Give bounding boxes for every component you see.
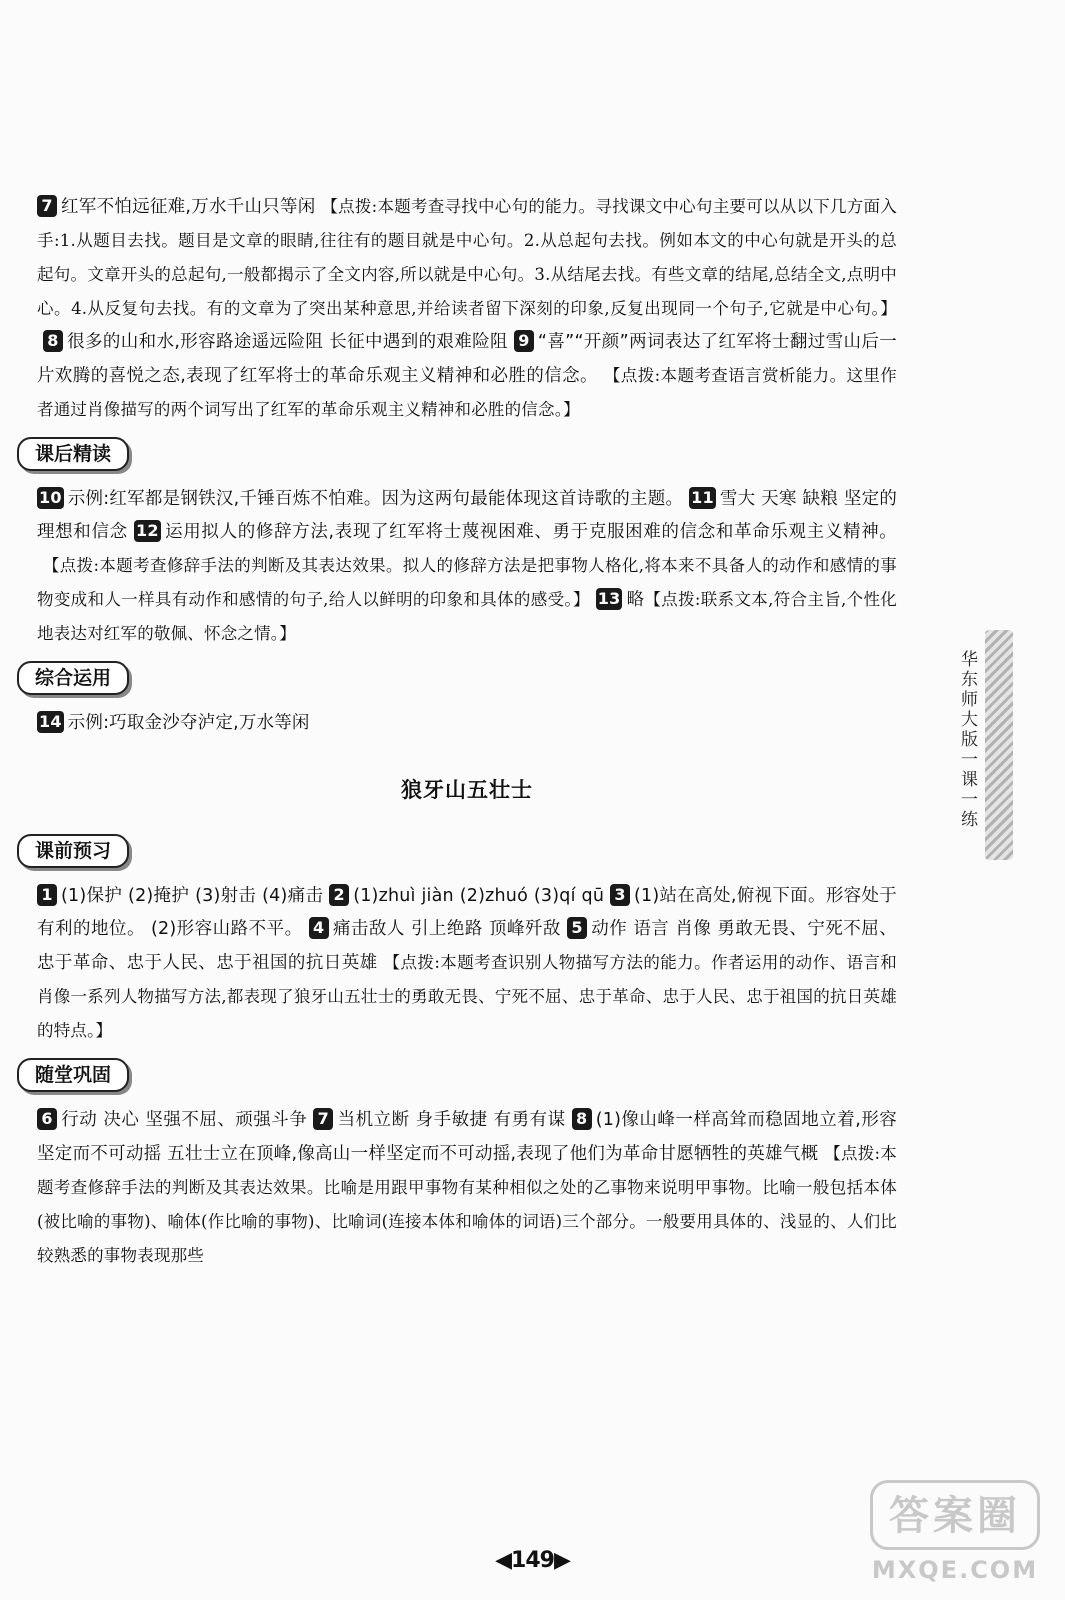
answer-text: 动作 语言 肖像 勇敢无畏、宁死不屈、忠于革命、忠于人民、忠于祖国的抗日英雄 <box>37 919 897 973</box>
hint-text: 【点拨:本题考查识别人物描写方法的能力。作者运用的动作、语言和肖像一系列人物描写方法,都表现了狼牙山五壮士的勇敢无畏、宁死不屈、忠于革命、忠于人民、忠于祖国的抗日英雄的特点。】 <box>37 953 897 1040</box>
question-number: 11 <box>691 488 714 507</box>
answer-block-kehou <box>37 483 897 651</box>
question-number: 2 <box>329 884 349 906</box>
question-number: 8 <box>43 330 63 352</box>
question-number: 3 <box>610 884 630 906</box>
answer-text: (1)保护 (2)掩护 (3)射击 (4)痛击 <box>61 886 324 906</box>
answer-text: (1)像山峰一样高耸而稳固地立着,形容坚定而不可动摇 五壮士立在顶峰,像高山一样坚定而不可动摇,表现了他们为革命甘愿牺牲的英雄气概 <box>37 1110 898 1164</box>
answer-block-suitang <box>37 1104 897 1273</box>
hint-text: 【点拨:本题考查修辞手法的判断及其表达效果。比喻是用跟甲事物有某种相似之处的乙事物来说明甲事物。比喻一般包括本体(被比喻的事物)、喻体(作比喻的事物)、比喻词(连接本体和喻体的词语)三个部分。一般要用具体的、浅显的、人们比较熟悉的事物表现那些 <box>37 1144 898 1265</box>
hint-text: 【点拨:联系文本,符合主旨,个性化地表达对红军的敬佩、怀念之情。】 <box>37 590 898 643</box>
page-content <box>37 190 897 1273</box>
answer-text: 行动 决心 坚强不屈、顽强斗争 <box>61 1110 308 1130</box>
answer-text: 示例:巧取金沙夺泸定,万水等闲 <box>67 713 310 733</box>
side-label-text: 华东师大版一课一练 <box>957 650 977 830</box>
answer-text: 红军不怕远征难,万水千山只等闲 <box>61 197 316 217</box>
answer-block-keqian <box>37 880 897 1048</box>
section-tag-keqian: 课前预习 <box>17 834 129 868</box>
section-tag-kehou: 课后精读 <box>17 437 129 471</box>
question-number: 8 <box>572 1108 592 1130</box>
question-number: 7 <box>37 195 57 217</box>
side-stamp-pattern <box>985 630 1013 860</box>
answer-text: (1)zhuì jiàn (2)zhuó (3)qí qū <box>353 886 605 906</box>
answer-block-zonghe <box>37 707 897 740</box>
hint-text: 【点拨:本题考查寻找中心句的能力。寻找课文中心句主要可以从以下几方面入手:1.从题目去找。题目是文章的眼睛,往往有的题目就是中心句。2.从总起句去找。例如本文的中心句就是开头的总起句。文章开头的总起句,一般都揭示了全文内容,所以就是中心句。3.从结尾去找。有些文章的结尾,总结全文,点明中心。4.从反复句去找。有的文章为了突出某种意思,并给读者留下深刻的印象,反复出现同一个句子,它就是中心句。】 <box>37 197 898 318</box>
section-tag-suitang: 随堂巩固 <box>17 1058 129 1092</box>
question-number: 10 <box>39 488 62 507</box>
section-tag-zonghe: 综合运用 <box>17 661 129 695</box>
question-number: 1 <box>37 884 57 906</box>
watermark-logo: 答案圈 <box>870 1480 1040 1550</box>
answer-text: 当机立断 身手敏捷 有勇有谋 <box>337 1110 566 1130</box>
question-number: 12 <box>135 521 159 540</box>
answer-text: 痛击敌人 引上绝路 顶峰歼敌 <box>332 919 561 939</box>
lesson-title: 狼牙山五壮士 <box>401 778 533 802</box>
page-number: ◀149▶ <box>495 1548 570 1573</box>
question-number: 7 <box>313 1108 333 1130</box>
answer-text: 雪大 天寒 缺粮 坚定的理想和信念 <box>37 489 898 542</box>
side-label <box>940 630 1030 860</box>
answer-text: 示例:红军都是钢铁汉,千锤百炼不怕难。因为这两句最能体现这首诗歌的主题。 <box>67 489 684 509</box>
question-number: 13 <box>597 589 621 608</box>
question-number: 4 <box>309 917 329 939</box>
watermark <box>870 1480 1040 1590</box>
answer-text: 很多的山和水,形容路途遥远险阻 长征中遇到的艰难险阻 <box>66 332 508 352</box>
answer-text: 略 <box>626 590 645 610</box>
answer-text: “喜”“开颜”两词表达了红军将士翻过雪山后一片欢腾的喜悦之态,表现了红军将士的革命乐观主义精神和必胜的信念。 <box>37 332 897 386</box>
answer-text: (1)站在高处,俯视下面。形容处于有利的地位。 (2)形容山路不平。 <box>37 886 897 939</box>
hint-text: 【点拨:本题考查修辞手法的判断及其表达效果。拟人的修辞方法是把事物人格化,将本来不具备人的动作和感情的事物变成和人一样具有动作和感情的句子,给人以鲜明的印象和具体的感受。】 <box>37 556 897 609</box>
hint-text: 【点拨:本题考查语言赏析能力。这里作者通过肖像描写的两个词写出了红军的革命乐观主义精神和必胜的信念。】 <box>37 366 897 419</box>
question-number: 14 <box>39 712 62 731</box>
watermark-url: MXQE.COM <box>871 1556 1039 1584</box>
question-number: 6 <box>37 1108 57 1130</box>
question-number: 9 <box>514 330 534 352</box>
question-number: 5 <box>567 917 587 939</box>
answer-block-top <box>37 190 897 427</box>
answer-text: 运用拟人的修辞方法,表现了红军将士蔑视困难、勇于克服困难的信念和革命乐观主义精神。 <box>164 522 897 542</box>
